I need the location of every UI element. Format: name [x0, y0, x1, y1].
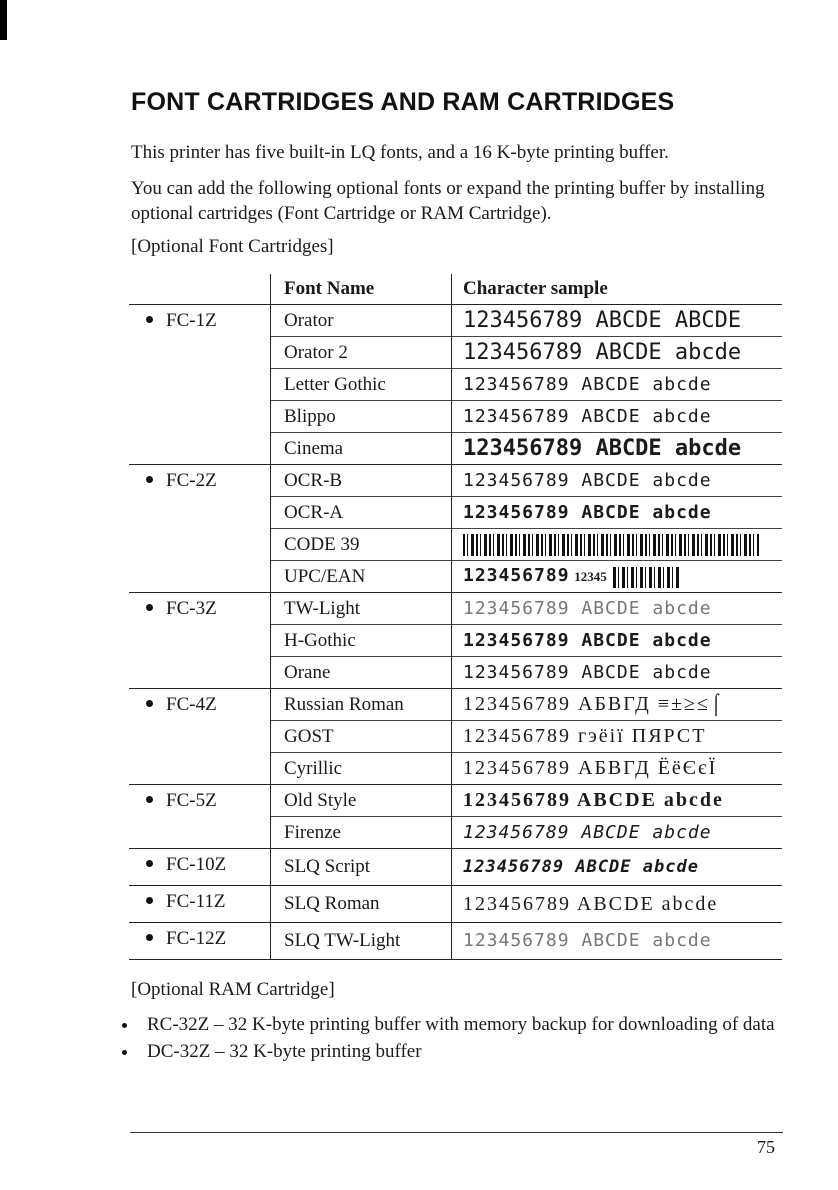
table-row — [129, 305, 782, 337]
cartridge-cell — [129, 305, 271, 465]
font-name: UPC/EAN — [271, 561, 452, 593]
character-sample: 123456789 ABCDE abcde — [452, 625, 783, 657]
character-sample: 123456789 ABCDE abcde — [452, 785, 783, 817]
bullet-icon — [146, 700, 153, 707]
character-sample: 123456789 ABCDE abcde — [452, 657, 783, 689]
list-item: DC-32Z – 32 K-byte printing buffer — [119, 1040, 789, 1064]
table-row — [129, 593, 782, 625]
bullet-icon — [146, 934, 153, 941]
header-cartridge — [129, 274, 271, 305]
character-sample: 123456789 ABCDE abcde — [452, 369, 783, 401]
table-row — [129, 785, 782, 817]
table-row — [129, 886, 782, 923]
font-name: Letter Gothic — [271, 369, 452, 401]
character-sample: 123456789 ABCDE abcde — [452, 593, 783, 625]
table-row — [129, 923, 782, 960]
table-header-row — [129, 274, 782, 305]
header-character-sample: Character sample — [452, 274, 783, 305]
character-sample: 123456789 гэёії ПЯРСТ — [452, 721, 783, 753]
font-name: SLQ TW-Light — [271, 923, 452, 960]
character-sample: 123456789 ABCDE abcde — [452, 337, 783, 369]
cartridge-label: FC-11Z — [166, 891, 226, 912]
font-name: Russian Roman — [271, 689, 452, 721]
character-sample: 123456789 АБВГД ЁёЄєЇ — [452, 753, 783, 785]
character-sample: 123456789 ABCDE abcde — [452, 497, 783, 529]
bullet-icon — [122, 1023, 127, 1028]
font-name: Old Style — [271, 785, 452, 817]
table-row — [129, 689, 782, 721]
ram-cartridge-caption: [Optional RAM Cartridge] — [131, 979, 335, 1000]
font-name: GOST — [271, 721, 452, 753]
cartridge-cell — [129, 886, 271, 923]
bullet-icon — [146, 604, 153, 611]
cartridge-label: FC-12Z — [166, 928, 227, 949]
font-cartridge-table — [129, 274, 782, 960]
font-name: Orator 2 — [271, 337, 452, 369]
page-title: FONT CARTRIDGES AND RAM CARTRIDGES — [131, 88, 675, 116]
font-name: H-Gothic — [271, 625, 452, 657]
cartridge-label: FC-2Z — [166, 470, 217, 491]
font-name: Firenze — [271, 817, 452, 849]
cartridge-cell — [129, 593, 271, 689]
bullet-icon — [122, 1050, 127, 1055]
character-sample: 123456789 ABCDE abcde — [452, 433, 783, 465]
character-sample: 123456789 ABCDE abcde — [452, 465, 783, 497]
font-name: Blippo — [271, 401, 452, 433]
font-name: Cinema — [271, 433, 452, 465]
font-name: OCR-B — [271, 465, 452, 497]
font-name: TW-Light — [271, 593, 452, 625]
character-sample: 123456789 АБВГД ≡±≥≤⌠ — [452, 689, 783, 721]
character-sample: 123456789 ABCDE abcde — [452, 849, 783, 886]
font-name: SLQ Script — [271, 849, 452, 886]
font-name: SLQ Roman — [271, 886, 452, 923]
cartridge-label: FC-10Z — [166, 854, 227, 875]
cartridge-label: FC-1Z — [166, 310, 217, 331]
cartridge-label: FC-5Z — [166, 790, 217, 811]
bullet-icon — [146, 897, 153, 904]
cartridge-label: FC-3Z — [166, 598, 217, 619]
cartridge-label: FC-4Z — [166, 694, 217, 715]
font-cartridges-caption: [Optional Font Cartridges] — [131, 236, 334, 257]
bullet-icon — [146, 316, 153, 323]
intro-paragraph-2: You can add the following optional fonts or expand the printing buffer by installing optional cartridges (Font Cartridge or RAM Cartridge). — [131, 178, 765, 224]
ram-cartridge-list — [119, 1013, 789, 1067]
bullet-icon — [146, 476, 153, 483]
character-sample: 123456789 ABCDE abcde — [452, 886, 783, 923]
character-sample — [452, 529, 783, 561]
bullet-icon — [146, 860, 153, 867]
character-sample: 123456789 12345 — [452, 561, 783, 593]
upc-small-digits: 12345 — [574, 569, 607, 585]
cartridge-cell — [129, 849, 271, 886]
table-row — [129, 849, 782, 886]
cartridge-cell — [129, 465, 271, 593]
page-number: 75 — [757, 1137, 775, 1157]
table-row — [129, 465, 782, 497]
font-name: CODE 39 — [271, 529, 452, 561]
scan-edge-mark — [0, 0, 7, 40]
cartridge-cell — [129, 689, 271, 785]
character-sample: 123456789 ABCDE ABCDE — [452, 305, 783, 337]
barcode-sample — [463, 534, 759, 556]
header-font-name: Font Name — [271, 274, 452, 305]
character-sample: 123456789 ABCDE abcde — [452, 923, 783, 960]
font-name: Cyrillic — [271, 753, 452, 785]
font-name: Orator — [271, 305, 452, 337]
font-name: OCR-A — [271, 497, 452, 529]
intro-paragraph: This printer has five built-in LQ fonts, and a 16 K-byte printing buffer. — [131, 142, 669, 163]
cartridge-cell — [129, 785, 271, 849]
font-name: Orane — [271, 657, 452, 689]
character-sample: 123456789 ABCDE abcde — [452, 817, 783, 849]
bullet-icon — [146, 796, 153, 803]
upc-barcode-sample — [613, 567, 679, 588]
character-sample: 123456789 ABCDE abcde — [452, 401, 783, 433]
list-item: RC-32Z – 32 K-byte printing buffer with memory backup for downloading of data — [119, 1013, 789, 1037]
footer-rule — [130, 1132, 783, 1133]
cartridge-cell — [129, 923, 271, 960]
